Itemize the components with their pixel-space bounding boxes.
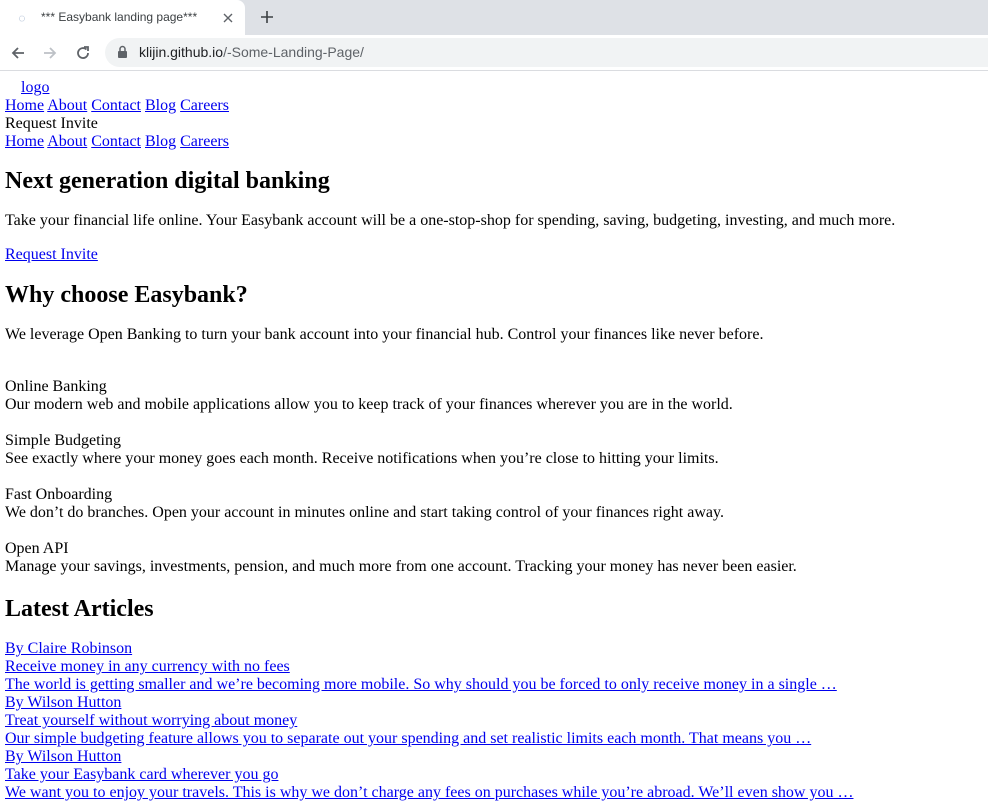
close-tab-icon[interactable] bbox=[219, 9, 237, 27]
nav-link-home[interactable]: Home bbox=[5, 97, 45, 114]
feature-item bbox=[5, 360, 983, 414]
logo-alt-text: logo bbox=[21, 79, 50, 96]
article-title-link[interactable]: Receive money in any currency with no fees bbox=[5, 658, 290, 675]
header-request-invite[interactable]: Request Invite bbox=[5, 115, 98, 132]
mobile-nav-link-contact[interactable]: Contact bbox=[91, 133, 141, 150]
logo-link[interactable] bbox=[5, 79, 49, 96]
tab-title: *** Easybank landing page*** bbox=[41, 10, 198, 24]
feature-image-icon bbox=[5, 524, 21, 540]
hero-text: Take your financial life online. Your Easybank account will be a one-stop-shop for spending, saving, budgeting, investing, and much more. bbox=[5, 212, 896, 229]
article-title-link[interactable]: Take your Easybank card wherever you go bbox=[5, 766, 279, 783]
why-title: Why choose Easybank? bbox=[5, 282, 248, 308]
feature-image-icon bbox=[5, 362, 21, 378]
browser-tab[interactable] bbox=[0, 0, 245, 35]
feature-title: Open API bbox=[5, 540, 69, 557]
feature-item bbox=[5, 414, 983, 468]
article-item bbox=[5, 748, 983, 802]
back-arrow-icon[interactable] bbox=[8, 43, 28, 63]
broken-image-icon bbox=[5, 81, 21, 97]
nav-link-careers[interactable]: Careers bbox=[180, 97, 229, 114]
loading-favicon-icon: ◌ bbox=[18, 11, 26, 25]
article-excerpt-link[interactable]: The world is getting smaller and we’re becoming more mobile. So why should you be forced to only receive money in a single … bbox=[5, 676, 837, 693]
article-author-link[interactable]: By Wilson Hutton bbox=[5, 694, 122, 711]
hero-request-invite-link[interactable]: Request Invite bbox=[5, 246, 98, 263]
forward-arrow-icon[interactable] bbox=[40, 43, 60, 63]
logo-row bbox=[5, 79, 983, 97]
feature-text: Manage your savings, investments, pension, and much more from one account. Tracking your money has never been easier. bbox=[5, 558, 797, 575]
why-text: We leverage Open Banking to turn your bank account into your financial hub. Control your finances like never before. bbox=[5, 326, 764, 343]
hero-title: Next generation digital banking bbox=[5, 168, 330, 194]
mobile-nav-link-about[interactable]: About bbox=[47, 133, 88, 150]
feature-image-icon bbox=[5, 470, 21, 486]
browser-tab-strip bbox=[0, 0, 988, 35]
mobile-nav-link-home[interactable]: Home bbox=[5, 133, 45, 150]
feature-item bbox=[5, 468, 983, 522]
feature-title: Online Banking bbox=[5, 378, 107, 395]
feature-image-icon bbox=[5, 416, 21, 432]
article-excerpt-link[interactable]: Our simple budgeting feature allows you to separate out your spending and set realistic limits each month. That means you … bbox=[5, 730, 812, 747]
address-bar[interactable] bbox=[105, 38, 988, 67]
article-author-link[interactable]: By Claire Robinson bbox=[5, 640, 133, 657]
url-host: klijin.github.io bbox=[139, 44, 224, 60]
article-item bbox=[5, 640, 983, 694]
feature-text: See exactly where your money goes each month. Receive notifications when you’re close to hitting your limits. bbox=[5, 450, 719, 467]
feature-text: We don’t do branches. Open your account in minutes online and start taking control of your finances right away. bbox=[5, 504, 724, 521]
feature-title: Fast Onboarding bbox=[5, 486, 113, 503]
reload-icon[interactable] bbox=[73, 43, 93, 63]
articles-list bbox=[5, 640, 983, 802]
mobile-nav bbox=[5, 133, 983, 151]
articles-title: Latest Articles bbox=[5, 596, 154, 622]
main-nav bbox=[5, 97, 983, 115]
nav-link-blog[interactable]: Blog bbox=[145, 97, 177, 114]
url-path: /-Some-Landing-Page/ bbox=[223, 44, 364, 60]
mobile-nav-link-blog[interactable]: Blog bbox=[145, 133, 177, 150]
nav-link-contact[interactable]: Contact bbox=[91, 97, 141, 114]
features-list bbox=[5, 360, 983, 576]
article-excerpt-link[interactable]: We want you to enjoy your travels. This is why we don’t charge any fees on purchases while you’re abroad. We’ll even show you … bbox=[5, 784, 854, 801]
feature-text: Our modern web and mobile applications allow you to keep track of your finances wherever you are in the world. bbox=[5, 396, 733, 413]
article-item bbox=[5, 694, 983, 748]
mobile-nav-link-careers[interactable]: Careers bbox=[180, 133, 229, 150]
new-tab-icon[interactable] bbox=[257, 7, 277, 27]
article-author-link[interactable]: By Wilson Hutton bbox=[5, 748, 122, 765]
feature-title: Simple Budgeting bbox=[5, 432, 121, 449]
nav-link-about[interactable]: About bbox=[47, 97, 88, 114]
lock-icon bbox=[117, 45, 128, 62]
url-text bbox=[139, 44, 364, 60]
page-content bbox=[0, 71, 988, 812]
article-title-link[interactable]: Treat yourself without worrying about money bbox=[5, 712, 298, 729]
feature-item bbox=[5, 522, 983, 576]
browser-toolbar bbox=[0, 35, 988, 71]
